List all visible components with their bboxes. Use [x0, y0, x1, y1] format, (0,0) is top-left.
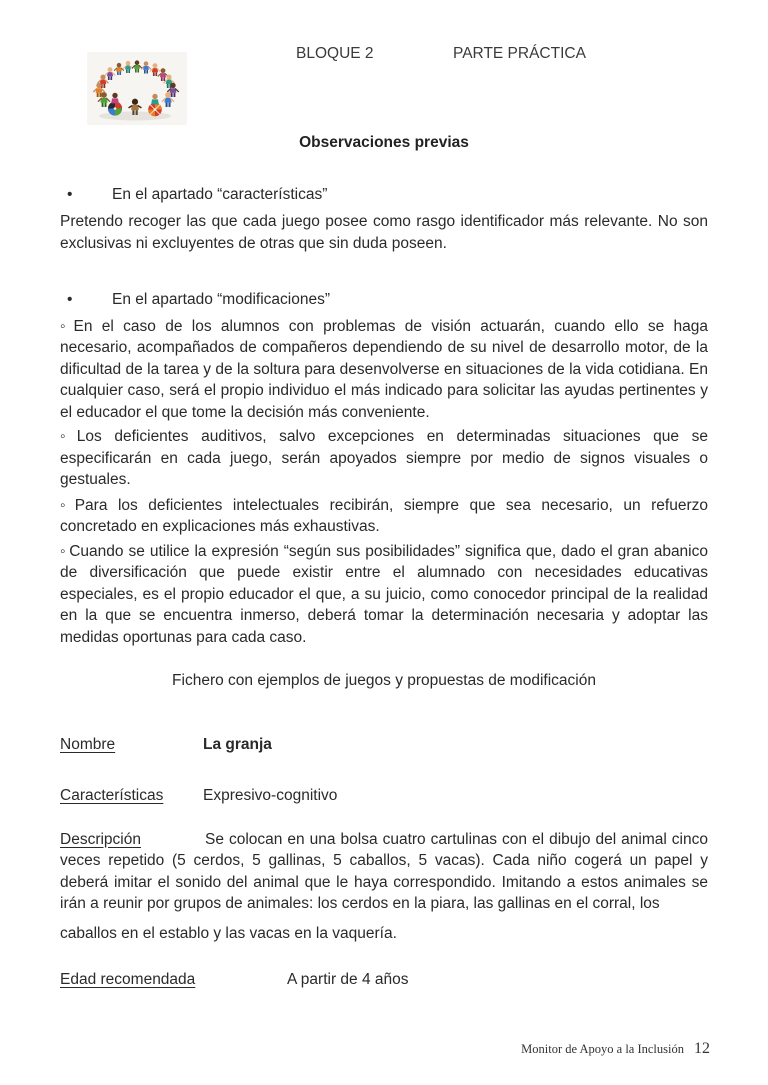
- header-block-title: BLOQUE 2: [296, 45, 374, 62]
- field-descripcion: [60, 829, 708, 915]
- field-caracteristicas-value: Expresivo-cognitivo: [203, 787, 338, 804]
- paragraph-auditivos: [60, 426, 708, 491]
- bullet-item-caracteristicas: [60, 184, 708, 206]
- field-caracteristicas: [60, 785, 708, 807]
- observaciones-title: Observaciones previas: [299, 134, 469, 151]
- circle-bullet-icon: ◦: [60, 317, 71, 335]
- paragraph-text: En el caso de los alumnos con problemas de visión actuarán, cuando ello se haga necesario, acompañados de compañeros dependiendo de su nivel de desarrollo motor, de la dificultad de la tarea y de la soltura para desenvolverse en situaciones de la vida cotidiana. En cualquier caso, será el propio individuo el más indicado para solicitar las ayudas pertinentes y el educador el que tome la decisión más conveniente.: [60, 317, 708, 421]
- page-number: 12: [694, 1040, 710, 1057]
- paragraph-intelectuales: [60, 495, 708, 538]
- field-edad-label: Edad recomendada: [60, 971, 196, 988]
- circle-bullet-icon: ◦: [60, 496, 72, 514]
- paragraph-caracteristicas: Pretendo recoger las que cada juego posee como rasgo identificador más relevante. No son exclusivas ni excluyentes de otras que sin duda poseen.: [60, 213, 708, 252]
- page-footer: [521, 1040, 710, 1058]
- field-descripcion-continuation: caballos en el establo y las vacas en la vaquería.: [60, 924, 397, 942]
- document-body: [60, 130, 708, 991]
- bullet-dot-icon: •: [67, 291, 73, 308]
- field-edad: [60, 969, 708, 991]
- paragraph-text: Para los deficientes intelectuales recibirán, siempre que sea necesario, un refuerzo concretado en explicaciones más exhaustivas.: [60, 496, 708, 535]
- fichero-heading: Fichero con ejemplos de juegos y propuestas de modificación: [172, 672, 596, 689]
- paragraph-vision: [60, 316, 708, 424]
- bullet-dot-icon: •: [67, 185, 73, 203]
- field-edad-value: A partir de 4 años: [287, 971, 409, 988]
- circle-bullet-icon: ◦: [60, 428, 74, 445]
- bullet-item-modificaciones: [60, 289, 708, 311]
- field-nombre: [60, 734, 708, 756]
- paragraph-posibilidades: [60, 541, 708, 649]
- paragraph-text: Los deficientes auditivos, salvo excepciones en determinadas situaciones que se especificarán en cada juego, serán apoyados siempre por medio de signos visuales o gestuales.: [60, 428, 708, 488]
- header-part-title: PARTE PRÁCTICA: [453, 45, 586, 62]
- field-nombre-value: La granja: [203, 735, 272, 753]
- field-nombre-label: Nombre: [60, 735, 116, 753]
- bullet-item-text: En el apartado “modificaciones”: [112, 291, 330, 308]
- children-circle-illustration: [87, 52, 187, 125]
- children-circle-clipart-image: [87, 52, 187, 125]
- field-descripcion-value: Se colocan en una bolsa cuatro cartulinas con el dibujo del animal cinco veces repetido (5 cerdos, 5 gallinas, 5 caballos, 5 vacas). Cada niño cogerá un papel y deberá imitar el sonido del animal que le haya correspondido. Imitando a estos animales se irán a reunir por grupos de animales: los cerdos en la piara, las gallinas en el corral, los: [60, 830, 708, 912]
- field-descripcion-label: Descripción: [60, 830, 141, 848]
- field-caracteristicas-label: Características: [60, 787, 164, 804]
- paragraph-text: Cuando se utilice la expresión “según sus posibilidades” significa que, dado el gran abanico de diversificación que puede existir entre el alumnado con necesidades educativas especiales, es el propio educador el que, a su juicio, como conocedor principal de la realidad en la que se encuentra inmerso, deberá tomar la determinación necesaria y adoptar las medidas oportunas para cada caso.: [60, 542, 708, 646]
- circle-bullet-icon: ◦: [60, 542, 67, 560]
- footer-text: Monitor de Apoyo a la Inclusión: [521, 1042, 684, 1056]
- bullet-item-text: En el apartado “características”: [112, 185, 328, 203]
